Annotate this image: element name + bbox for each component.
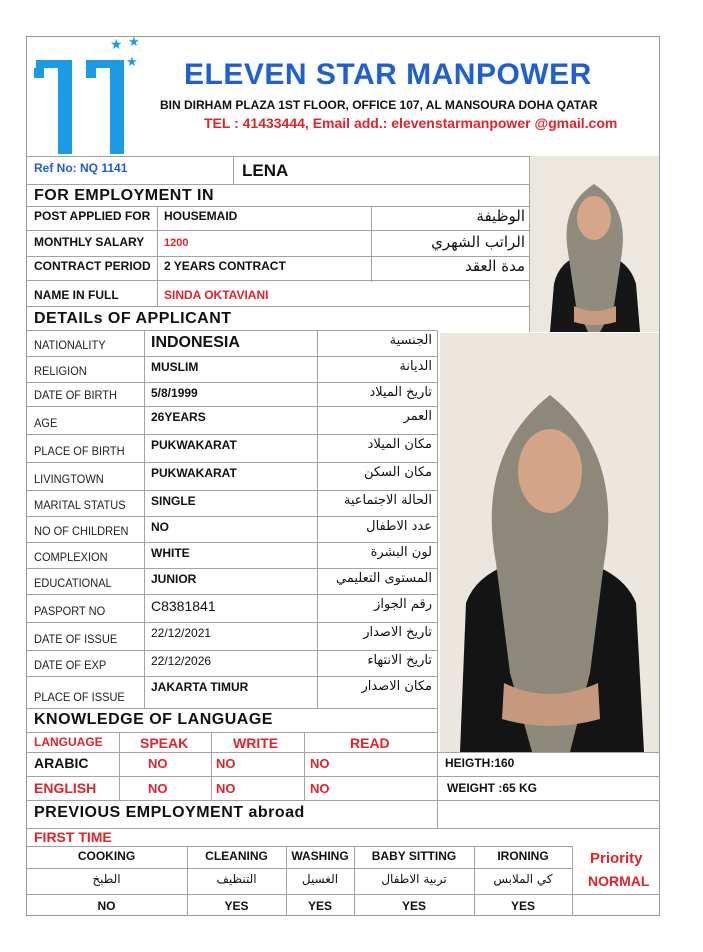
employment-row-value: 1200 [164, 237, 189, 249]
company-address: BIN DIRHAM PLAZA 1ST FLOOR, OFFICE 107, AL MANSOURA DOHA QATAR [160, 98, 598, 112]
name-in-full-value: SINDA OKTAVIANI [164, 288, 269, 302]
read-header: READ [350, 735, 390, 751]
detail-row-arabic: مكان السكن [363, 465, 432, 480]
skill-header: CLEANING [205, 849, 268, 863]
detail-row-arabic: الحالة الاجتماعية [343, 493, 432, 508]
company-logo [34, 34, 140, 154]
skill-header: WASHING [291, 849, 349, 863]
ref-number: Ref No: NQ 1141 [34, 161, 128, 175]
detail-row-label: PLACE OF ISSUE [34, 690, 125, 704]
detail-row-value: NO [151, 520, 169, 534]
detail-row-value: WHITE [151, 546, 190, 560]
star-icon: ★ [110, 36, 123, 52]
detail-row-arabic: تاريخ الاصدار [363, 625, 432, 640]
arabic-write: NO [216, 756, 236, 771]
detail-row-label: DATE OF BIRTH [34, 388, 118, 402]
detail-row-label: PLACE OF BIRTH [34, 444, 125, 458]
detail-row-arabic: لون البشرة [370, 545, 432, 560]
skill-arabic: تربية الاطفال [381, 872, 447, 886]
detail-row-value: C8381841 [151, 598, 216, 614]
detail-row-label: EDUCATIONAL [34, 576, 112, 590]
arabic-read: NO [310, 756, 330, 771]
previous-employment-title: PREVIOUS EMPLOYMENT abroad [34, 804, 305, 821]
skill-header: BABY SITTING [371, 849, 457, 863]
detail-row-value: 22/12/2021 [151, 626, 212, 640]
skill-arabic: الغسيل [301, 872, 339, 886]
english-speak: NO [148, 781, 168, 796]
employment-row-value: 2 YEARS CONTRACT [164, 259, 286, 273]
detail-row-arabic: مكان الميلاد [367, 437, 432, 452]
detail-row-label: LIVINGTOWN [34, 472, 104, 486]
skill-header: COOKING [77, 849, 136, 863]
details-section-title: DETAILs OF APPLICANT [34, 310, 232, 327]
applicant-photo-small [530, 156, 659, 332]
employment-row-label: MONTHLY SALARY [34, 235, 145, 249]
detail-row-arabic: مكان الاصدار [361, 679, 432, 694]
detail-row-label: DATE OF ISSUE [34, 632, 118, 646]
detail-row-value: SINGLE [151, 494, 196, 508]
employment-section-title: FOR EMPLOYMENT IN [34, 187, 215, 204]
detail-row-label: COMPLEXION [34, 550, 108, 564]
detail-row-arabic: العمر [403, 409, 432, 424]
arabic-speak: NO [148, 756, 168, 771]
lang-arabic: ARABIC [34, 755, 89, 771]
detail-row-value: INDONESIA [151, 334, 240, 351]
detail-row-label: NO OF CHILDREN [34, 524, 129, 538]
skill-value: YES [401, 899, 426, 913]
employment-row-label: POST APPLIED FOR [34, 209, 151, 223]
language-header: LANGUAGE [34, 735, 103, 749]
skill-value: YES [224, 899, 249, 913]
detail-row-arabic: تاريخ الانتهاء [367, 653, 432, 668]
detail-row-label: NATIONALITY [34, 338, 106, 352]
star-icon: ★ [126, 54, 138, 69]
detail-row-value: JUNIOR [151, 572, 197, 586]
previous-employment-value: FIRST TIME [34, 829, 112, 845]
detail-row-label: PASPORT NO [34, 604, 106, 618]
english-write: NO [216, 781, 236, 796]
priority-label: Priority [590, 850, 643, 867]
detail-row-arabic: المستوى التعليمي [336, 571, 432, 586]
detail-row-label: RELIGION [34, 364, 87, 378]
detail-row-arabic: الديانة [399, 359, 432, 374]
lang-english: ENGLISH [34, 780, 97, 796]
company-name: ELEVEN STAR MANPOWER [184, 58, 592, 91]
skill-value: YES [510, 899, 535, 913]
priority-value: NORMAL [588, 873, 650, 889]
short-name: LENA [242, 161, 289, 180]
detail-row-label: MARITAL STATUS [34, 498, 126, 512]
detail-row-label: DATE OF EXP [34, 658, 107, 672]
skill-arabic: الطبخ [92, 872, 121, 886]
company-contact: TEL : 41433444, Email add.: elevenstarmanpower @gmail.com [204, 115, 618, 131]
detail-row-arabic: تاريخ الميلاد [369, 385, 432, 400]
employment-row-value: HOUSEMAID [164, 209, 238, 223]
detail-row-label: AGE [34, 416, 58, 430]
skill-header: IRONING [497, 849, 549, 863]
star-icon: ★ [128, 34, 140, 49]
name-in-full-label: NAME IN FULL [34, 288, 119, 302]
write-header: WRITE [233, 735, 279, 751]
detail-row-value: 22/12/2026 [151, 654, 212, 668]
speak-header: SPEAK [140, 735, 189, 751]
detail-row-value: MUSLIM [151, 360, 199, 374]
detail-row-arabic: رقم الجواز [374, 597, 432, 612]
detail-row-value: 5/8/1999 [151, 386, 198, 400]
language-section-title: KNOWLEDGE OF LANGUAGE [34, 711, 273, 728]
skill-arabic: كي الملابس [493, 872, 553, 886]
height-value: HEIGTH:160 [445, 756, 515, 770]
skill-value: NO [97, 899, 116, 913]
detail-row-value: PUKWAKARAT [151, 466, 237, 480]
employment-row-arabic: الوظيفة [476, 207, 525, 225]
applicant-photo-large [440, 333, 659, 752]
skill-value: YES [307, 899, 332, 913]
detail-row-arabic: عدد الاطفال [366, 519, 432, 534]
detail-row-arabic: الجنسية [389, 333, 432, 348]
detail-row-value: JAKARTA TIMUR [151, 680, 249, 694]
detail-row-value: 26YEARS [151, 410, 206, 424]
skill-arabic: التنظيف [216, 872, 257, 886]
employment-row-label: CONTRACT PERIOD [34, 259, 151, 273]
detail-row-value: PUKWAKARAT [151, 438, 237, 452]
employment-row-arabic: الراتب الشهري [431, 233, 525, 251]
english-read: NO [310, 781, 330, 796]
employment-row-arabic: مدة العقد [465, 257, 525, 275]
weight-value: WEIGHT :65 KG [447, 781, 538, 795]
